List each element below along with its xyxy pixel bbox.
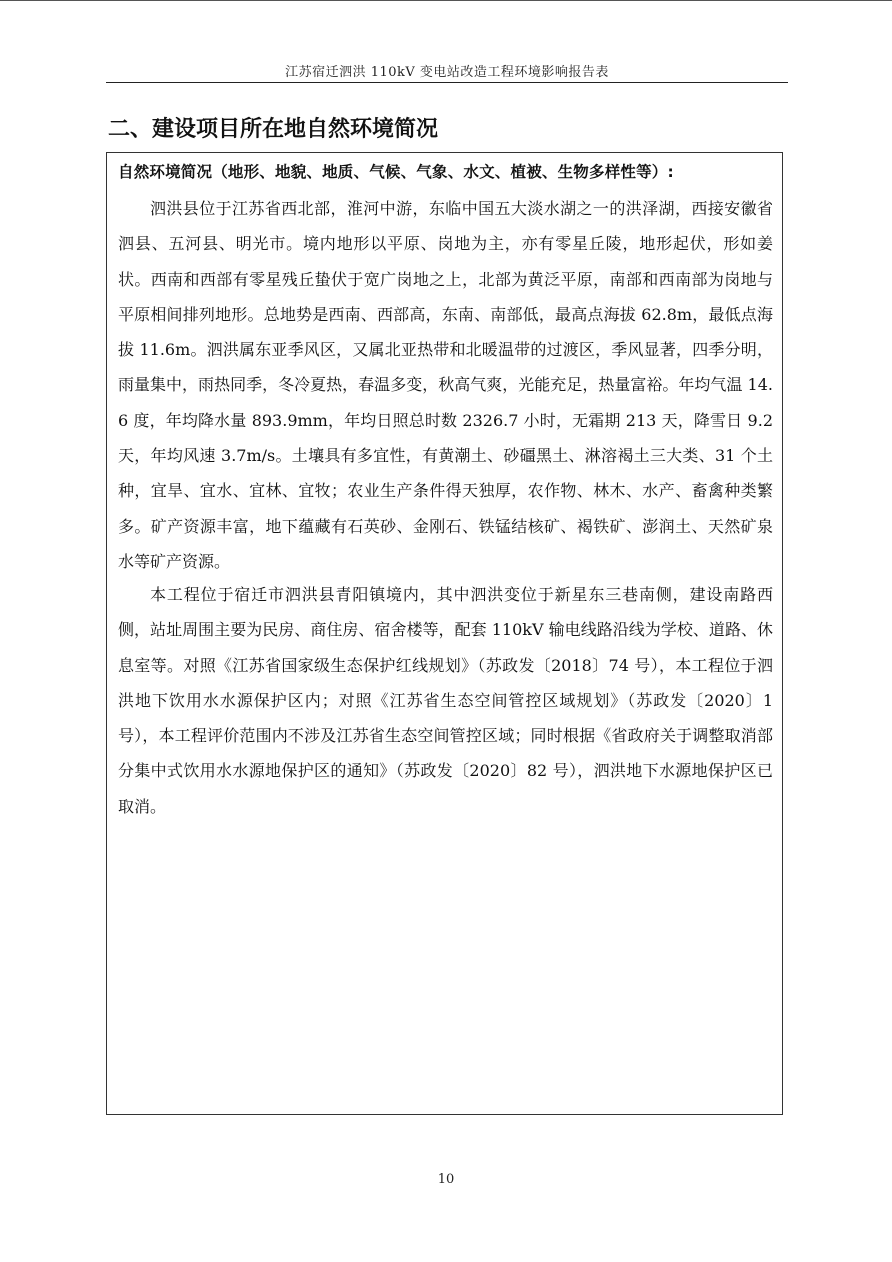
natural-environment-box [106,152,783,1115]
page-number: 10 [437,1172,455,1187]
page-top-border [0,0,892,1]
header-divider [106,82,788,83]
section-title: 二、建设项目所在地自然环境简况 [108,117,439,142]
paragraph-project-location: 本工程位于宿迁市泗洪县青阳镇境内，其中泗洪变位于新星东三巷南侧，建设南路西侧，站址周围主要为民房、商住房、宿舍楼等，配套 110kV 输电线路沿线为学校、道路、休息室等。对照《江苏省国家级生态保护红线规划》（苏政发〔2018〕74 号），本工程位于泗洪地下饮用水水源保护区内；对照《江苏省生态空间管控区域规划》（苏政发〔2020〕1 号），本工程评价范围内不涉及江苏省生态空间管控区域；同时根据《省政府关于调整取消部分集中式饮用水水源地保护区的通知》（苏政发〔2020〕82 号），泗洪地下水源地保护区已取消。 [118,585,773,816]
box-heading: 自然环境简况（地形、地貌、地质、气候、气象、水文、植被、生物多样性等）: [118,163,674,181]
paragraph-natural-environment: 泗洪县位于江苏省西北部，淮河中游，东临中国五大淡水湖之一的洪泽湖，西接安徽省泗县、五河县、明光市。境内地形以平原、岗地为主，亦有零星丘陵，地形起伏，形如姜状。西南和西部有零星残丘蛰伏于宽广岗地之上，北部为黄泛平原，南部和西南部为岗地与平原相间排列地形。总地势是西南、西部高，东南、南部低，最高点海拔 62.8m，最低点海拔 11.6m。泗洪属东亚季风区，又属北亚热带和北暖温带的过渡区，季风显著，四季分明，雨量集中，雨热同季，冬冷夏热，春温多变，秋高气爽，光能充足，热量富裕。年均气温 14.6 度，年均降水量 893.9mm，年均日照总时数 2326.7 小时，无霜期 213 天，降雪日 9.2 天，年均风速 3.7m/s。土壤具有多宜性，有黄潮土、砂礓黑土、淋溶褐土三大类、31 个土种，宜旱、宜水、宜林、宜牧；农业生产条件得天独厚，农作物、林木、水产、畜禽种类繁多。矿产资源丰富，地下蕴藏有石英砂、金刚石、铁锰结核矿、褐铁矿、澎润土、天然矿泉水等矿产资源。 [118,199,773,571]
running-header: 江苏宿迁泗洪 110kV 变电站改造工程环境影响报告表 [285,65,609,80]
